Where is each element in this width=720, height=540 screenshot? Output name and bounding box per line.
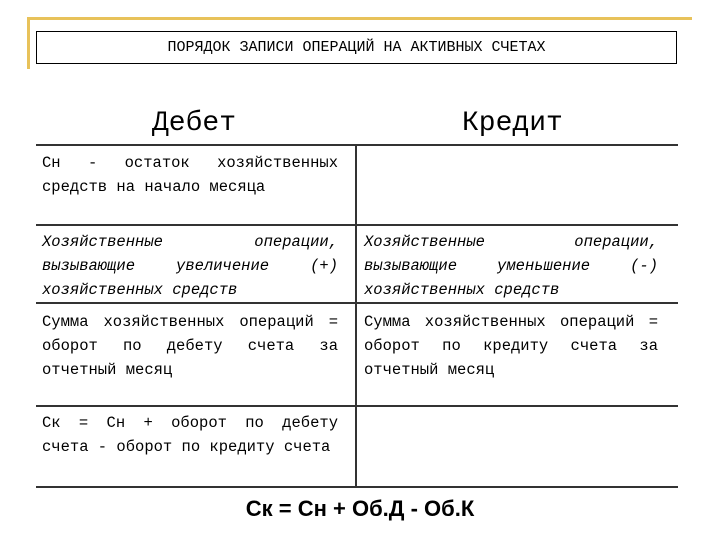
- table-rule: [36, 302, 678, 304]
- table-column-divider: [355, 145, 357, 487]
- credit-header: Кредит: [462, 108, 563, 139]
- decorative-horizontal-bar: [27, 17, 692, 20]
- increase-operations-cell: Хозяйственные операции, вызывающие увеличение (+) хозяйственных средств: [42, 233, 338, 299]
- closing-balance-cell: Ск = Сн + оборот по дебету счета - оборот по кредиту счета: [42, 414, 338, 456]
- debit-turnover-cell: Сумма хозяйственных операций = оборот по дебету счета за отчетный месяц: [42, 313, 338, 379]
- credit-turnover-cell: Сумма хозяйственных операций = оборот по кредиту счета за отчетный месяц: [364, 313, 658, 379]
- closing-balance-formula: Ск = Сн + Об.Д - Об.К: [245, 496, 475, 521]
- table-rule: [36, 405, 678, 407]
- page-title: ПОРЯДОК ЗАПИСИ ОПЕРАЦИЙ НА АКТИВНЫХ СЧЕТАХ: [36, 31, 677, 64]
- table-rule: [36, 224, 678, 226]
- decrease-operations-cell: Хозяйственные операции, вызывающие уменьшение (-) хозяйственных средств: [364, 233, 658, 299]
- table-rule: [36, 486, 678, 488]
- decorative-vertical-bar: [27, 17, 30, 69]
- table-rule: [36, 144, 678, 146]
- opening-balance-cell: Сн - остаток хозяйственных средств на начало месяца: [42, 154, 338, 196]
- debit-header: Дебет: [152, 108, 237, 139]
